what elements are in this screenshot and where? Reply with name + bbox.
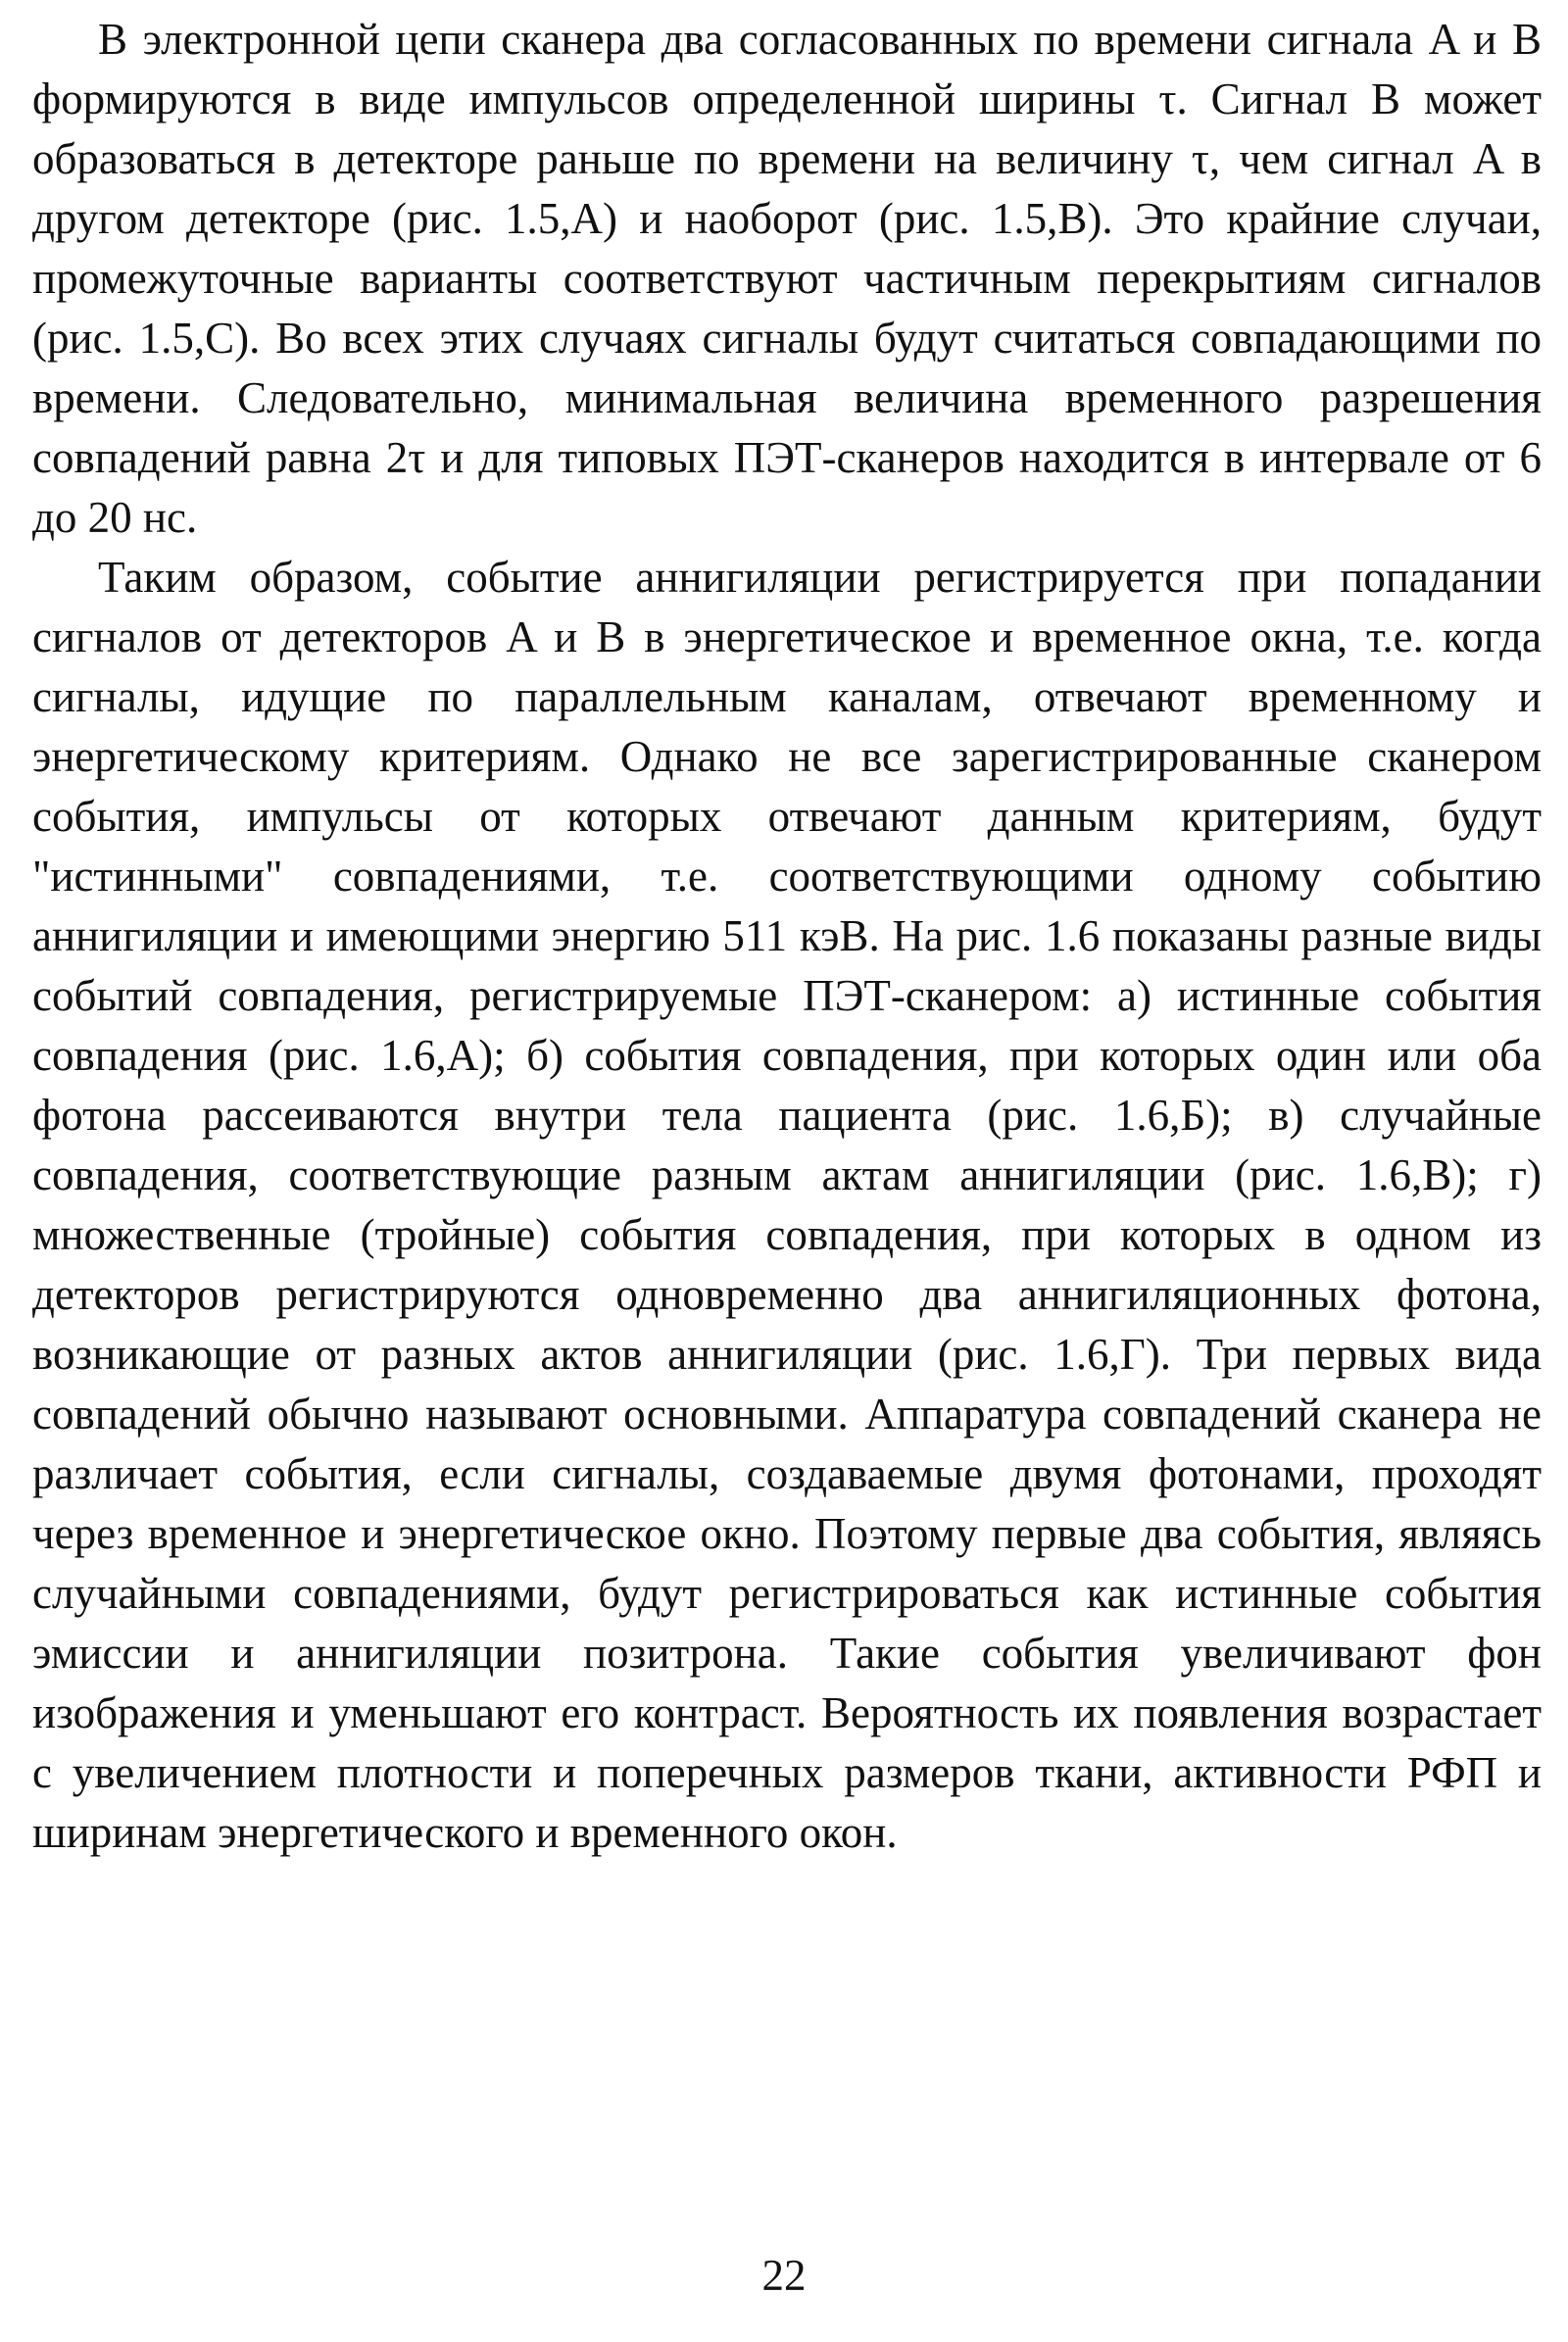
paragraph-event-types: Таким образом, событие аннигиляции регистрируется при попадании сигналов от детекторов A и B в энергетическое и временное окна, т.е. когда сигналы, идущие по параллельным каналам, отвечают временному и энергетическому критериям. Однако не все зарегистрированные сканером события, импульсы от которых отвечают данным критериям, будут "истинными" совпадениями, т.е. соответствующими одному событию аннигиляции и имеющими энергию 511 кэВ. На рис. 1.6 показаны разные виды событий совпадения, регистрируемые ПЭТ-сканером: а) истинные события совпадения (рис. 1.6,A); б) события совпадения, при которых один или оба фотона рассеиваются внутри тела пациента (рис. 1.6,Б); в) случайные совпадения, соответствующие разным актам аннигиляции (рис. 1.6,B); г) множественные (тройные) события совпадения, при которых в одном из детекторов регистрируются одновременно два аннигиляционных фотона, возникающие от разных актов аннигиляции (рис. 1.6,Г). Три первых вида совпадений обычно называют основными. Аппаратура совпадений сканера не различает события, если сигналы, создаваемые двумя фотонами, проходят через временное и энергетическое окно. Поэтому первые два события, являясь случайными совпадениями, будут регистрироваться как истинные события эмиссии и аннигиляции позитрона. Такие события увеличивают фон изображения и уменьшают его контраст. Вероятность их появления возрастает с увеличением плотности и поперечных размеров ткани, активности РФП и ширинам энергетического и временного окон. [32, 553, 1542, 1857]
paragraph-coincidence-window: В электронной цепи сканера два согласованных по времени сигнала A и B формируются в виде импульсов определенной ширины τ. Сигнал B может образоваться в детекторе раньше по времени на величину τ, чем сигнал A в другом детекторе (рис. 1.5,A) и наоборот (рис. 1.5,B). Это крайние случаи, промежуточные варианты соответствуют частичным перекрытиям сигналов (рис. 1.5,C). Во всех этих случаях сигналы будут считаться совпадающими по времени. Следовательно, минимальная величина временного разрешения совпадений равна 2τ и для типовых ПЭТ-сканеров находится в интервале от 6 до 20 нс. [32, 15, 1542, 542]
body-text [32, 10, 1542, 1863]
page-number: 22 [761, 2251, 807, 2300]
